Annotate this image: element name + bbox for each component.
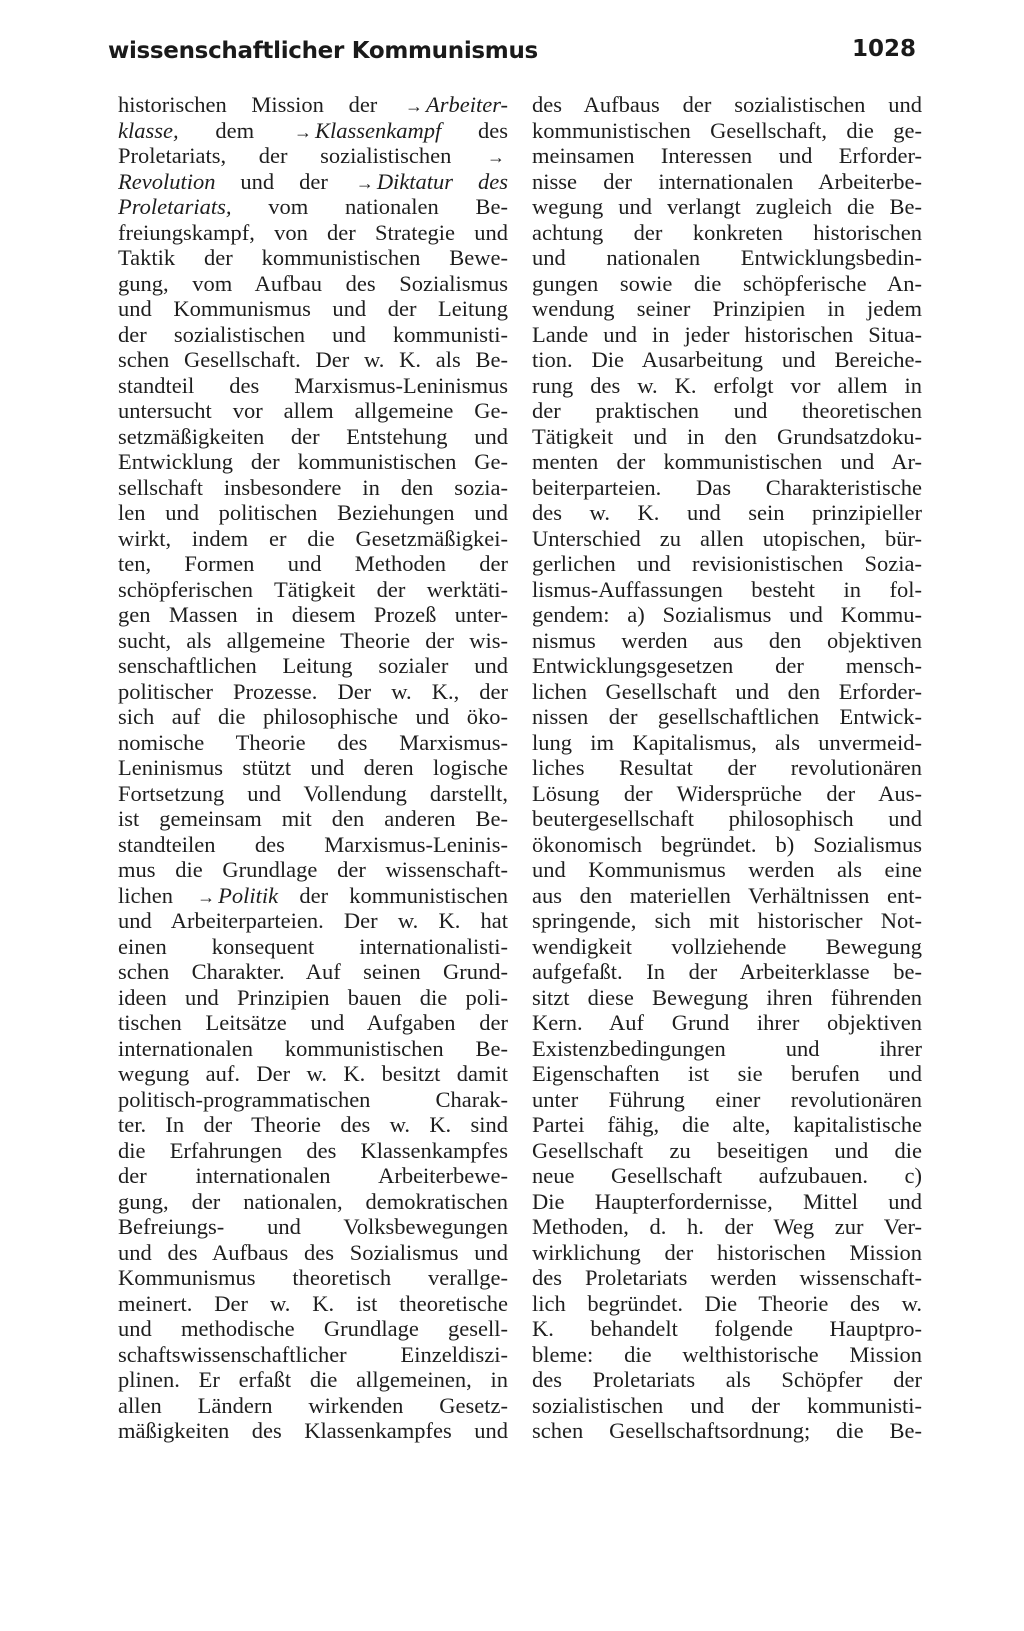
text-line xyxy=(532,1010,922,1036)
text-line xyxy=(118,704,508,730)
text-line xyxy=(532,985,922,1011)
text-segment: lichen Gesellschaft und den Erforder- xyxy=(532,678,922,704)
text-segment: sucht, als allgemeine Theorie der wis- xyxy=(118,627,508,653)
text-line xyxy=(118,781,508,807)
text-segment: K. behandelt folgende Hauptpro- xyxy=(532,1316,922,1341)
text-line xyxy=(532,1138,922,1164)
text-line xyxy=(118,271,508,297)
text-segment: tion. Die Ausarbeitung und Bereiche- xyxy=(532,347,922,372)
text-line xyxy=(118,398,508,424)
text-line xyxy=(118,220,508,246)
text-line xyxy=(118,730,508,756)
text-segment: Die Haupterfordernisse, Mittel und xyxy=(532,1188,922,1214)
text-segment: liches Resultat der revolutionären xyxy=(532,755,922,780)
text-line xyxy=(532,475,922,501)
text-segment: Tätigkeit und in den Grundsatzdoku- xyxy=(532,423,922,449)
text-line xyxy=(532,271,922,297)
text-segment: schen Gesellschaft. Der w. K. als Be- xyxy=(118,347,508,372)
text-line xyxy=(118,449,508,475)
text-segment: Fortsetzung und Vollendung darstellt, xyxy=(118,780,508,806)
text-segment: beiterparteien. Das Charakteristische xyxy=(532,474,922,500)
text-line xyxy=(118,1240,508,1266)
text-segment: gung, der nationalen, demokratischen xyxy=(118,1188,508,1214)
text-line xyxy=(532,1061,922,1087)
text-line xyxy=(118,679,508,705)
text-segment: achtung der konkreten historischen xyxy=(532,219,922,245)
text-segment: meinert. Der w. K. ist theoretische xyxy=(118,1290,508,1316)
text-line xyxy=(532,347,922,373)
text-segment: der praktischen und theoretischen xyxy=(532,398,922,423)
text-segment: aufgefaßt. In der Arbeiterklasse be- xyxy=(532,959,922,984)
text-line xyxy=(118,1112,508,1138)
text-line xyxy=(118,1163,508,1189)
text-segment: Unterschied zu allen utopischen, bür- xyxy=(532,525,922,551)
text-line xyxy=(532,296,922,322)
text-line xyxy=(118,577,508,603)
text-segment: wegung auf. Der w. K. besitzt damit xyxy=(118,1061,508,1086)
cross-reference-term: Politik xyxy=(218,882,279,908)
text-line xyxy=(532,1189,922,1215)
text-line xyxy=(532,169,922,195)
text-line xyxy=(532,628,922,654)
text-line xyxy=(118,373,508,399)
text-line xyxy=(118,883,508,909)
text-line xyxy=(118,500,508,526)
text-segment: standteilen des Marxismus-Leninis- xyxy=(118,831,508,857)
text-line xyxy=(118,1418,508,1444)
text-segment: Methoden, d. h. der Weg zur Ver- xyxy=(532,1214,922,1239)
text-segment: der kommunistischen xyxy=(278,882,508,908)
text-line xyxy=(532,679,922,705)
text-segment: und nationalen Entwicklungsbedin- xyxy=(532,245,922,270)
text-line xyxy=(532,832,922,858)
text-segment: gendem: a) Sozialismus und Kommu- xyxy=(532,602,922,627)
text-segment: standteil des Marxismus-Leninismus xyxy=(118,372,508,398)
text-line xyxy=(118,143,508,169)
text-line xyxy=(532,1214,922,1240)
text-line xyxy=(532,398,922,424)
text-line xyxy=(532,424,922,450)
text-segment: freiungskampf, von der Strategie und xyxy=(118,219,508,245)
text-line xyxy=(532,1036,922,1062)
text-segment: und des Aufbaus des Sozialismus und xyxy=(118,1239,508,1265)
text-line xyxy=(532,653,922,679)
text-line xyxy=(532,934,922,960)
text-segment: gungen sowie die schöpferische An- xyxy=(532,270,922,296)
text-segment: nomische Theorie des Marxismus- xyxy=(118,729,508,755)
text-line xyxy=(118,653,508,679)
text-segment: nissen der gesellschaftlichen Entwick- xyxy=(532,704,922,729)
text-segment: meinsamen Interessen und Erforder- xyxy=(532,143,922,168)
text-segment: setzmäßigkeiten der Entstehung und xyxy=(118,423,508,449)
text-line xyxy=(118,1291,508,1317)
text-line xyxy=(532,704,922,730)
text-line xyxy=(532,551,922,577)
cross-reference-arrow-icon: → xyxy=(404,96,423,116)
text-line xyxy=(118,1087,508,1113)
cross-reference-term: Revolution xyxy=(118,168,216,194)
text-segment: wirkt, indem er die Gesetzmäßigkei- xyxy=(118,525,508,551)
text-line xyxy=(532,500,922,526)
cross-reference-term: Diktatur des xyxy=(376,168,508,194)
text-segment: Partei fähig, die alte, kapitalistische xyxy=(532,1112,922,1137)
text-line xyxy=(532,1393,922,1419)
text-line xyxy=(118,118,508,144)
text-segment: allen Ländern wirkenden Gesetz- xyxy=(118,1392,508,1418)
text-segment: die Erfahrungen des Klassenkampfes xyxy=(118,1137,508,1163)
text-line xyxy=(118,832,508,858)
text-line xyxy=(532,194,922,220)
text-segment: sozialistischen und der kommunisti- xyxy=(532,1392,922,1418)
page-number: 1028 xyxy=(851,36,916,62)
text-line xyxy=(118,1036,508,1062)
text-segment: sellschaft insbesondere in den sozia- xyxy=(118,474,508,500)
text-line xyxy=(118,424,508,450)
text-line xyxy=(118,1316,508,1342)
text-column-right xyxy=(532,92,922,1444)
text-segment: und Kommunismus werden als eine xyxy=(532,857,922,882)
text-line xyxy=(532,1087,922,1113)
text-line xyxy=(118,857,508,883)
text-segment: und der xyxy=(215,168,353,194)
text-segment: ter. In der Theorie des w. K. sind xyxy=(118,1112,508,1137)
text-segment: len und politischen Beziehungen und xyxy=(118,500,508,525)
text-line xyxy=(532,1163,922,1189)
text-line xyxy=(532,908,922,934)
text-segment: wirklichung der historischen Mission xyxy=(532,1239,922,1265)
text-segment: ten, Formen und Methoden der xyxy=(118,551,508,576)
text-segment: politisch-programmatischen Charak- xyxy=(118,1086,508,1112)
text-segment: schaftswissenschaftlicher Einzeldiszi- xyxy=(118,1341,508,1367)
text-segment: wegung und verlangt zugleich die Be- xyxy=(532,194,922,219)
text-segment: schen Gesellschaftsordnung; die Be- xyxy=(532,1418,922,1443)
text-segment: Eigenschaften ist sie berufen und xyxy=(532,1061,922,1086)
text-segment: einen konsequent internationalisti- xyxy=(118,933,508,959)
text-segment: rung des w. K. erfolgt vor allem in xyxy=(532,372,922,398)
text-line xyxy=(532,602,922,628)
cross-reference-term: klasse, xyxy=(118,117,179,143)
text-segment: menten der kommunistischen und Ar- xyxy=(532,449,922,474)
text-segment: neue Gesellschaft aufzubauen. c) xyxy=(532,1163,922,1188)
text-segment: Taktik der kommunistischen Bewe- xyxy=(118,245,508,270)
text-segment: Leninismus stützt und deren logische xyxy=(118,755,508,780)
text-segment: der internationalen Arbeiterbewe- xyxy=(118,1163,508,1188)
text-segment: lichen xyxy=(118,882,195,908)
text-segment: Kommunismus theoretisch verallge- xyxy=(118,1265,508,1290)
text-line xyxy=(118,322,508,348)
text-line xyxy=(532,118,922,144)
text-segment: Existenzbedingungen und ihrer xyxy=(532,1035,922,1061)
text-segment: tischen Leitsätze und Aufgaben der xyxy=(118,1010,508,1035)
text-line xyxy=(118,1061,508,1087)
text-line xyxy=(118,92,508,118)
text-segment: Entwicklungsgesetzen der mensch- xyxy=(532,653,922,678)
text-segment: Proletariats, der sozialistischen xyxy=(118,143,484,168)
text-segment: ideen und Prinzipien bauen die poli- xyxy=(118,984,508,1010)
text-segment: schöpferischen Tätigkeit der werktäti- xyxy=(118,576,508,602)
text-segment: des w. K. und sein prinzipieller xyxy=(532,500,922,525)
text-segment: Befreiungs- und Volksbewegungen xyxy=(118,1214,508,1239)
text-line xyxy=(118,1138,508,1164)
text-segment: gung, vom Aufbau des Sozialismus xyxy=(118,270,508,296)
text-segment: internationalen kommunistischen Be- xyxy=(118,1035,508,1061)
cross-reference-arrow-icon: → xyxy=(355,172,374,193)
text-line xyxy=(532,1112,922,1138)
text-segment: aus den materiellen Verhältnissen ent- xyxy=(532,882,922,908)
text-segment: Kern. Auf Grund ihrer objektiven xyxy=(532,1010,922,1035)
cross-reference-term: Arbeiter- xyxy=(425,92,508,117)
text-segment: wendung seiner Prinzipien in jedem xyxy=(532,296,922,321)
text-segment: und Arbeiterparteien. Der w. K. hat xyxy=(118,908,508,933)
text-line xyxy=(118,934,508,960)
text-segment: unter Führung einer revolutionären xyxy=(532,1086,922,1112)
text-line xyxy=(532,730,922,756)
text-segment: lich begründet. Die Theorie des w. xyxy=(532,1290,922,1316)
text-segment: politischer Prozesse. Der w. K., der xyxy=(118,678,508,704)
text-line xyxy=(118,806,508,832)
text-segment: dem xyxy=(178,117,291,143)
text-line xyxy=(532,577,922,603)
text-line xyxy=(118,908,508,934)
text-segment: historischen Mission der xyxy=(118,92,402,117)
cross-reference-term: Klassenkampf xyxy=(314,117,442,143)
text-line xyxy=(532,1316,922,1342)
text-segment: springende, sich mit historischer Not- xyxy=(532,908,922,933)
text-line xyxy=(532,857,922,883)
text-segment: gen Massen in diesem Prozeß unter- xyxy=(118,602,508,627)
text-line xyxy=(118,1367,508,1393)
text-segment: Gesellschaft zu beseitigen und die xyxy=(532,1137,922,1163)
text-line xyxy=(532,1240,922,1266)
text-line xyxy=(118,169,508,195)
text-segment: lismus-Auffassungen besteht in fol- xyxy=(532,576,922,602)
text-line xyxy=(118,1214,508,1240)
text-segment: des Aufbaus der sozialistischen und xyxy=(532,92,922,117)
text-column-left xyxy=(118,92,508,1444)
running-head: wissenschaftlicher Kommunismus xyxy=(108,38,538,64)
cross-reference-term: Proletariats, xyxy=(118,194,232,219)
text-line xyxy=(532,92,922,118)
text-line xyxy=(118,1189,508,1215)
text-line xyxy=(118,602,508,628)
text-segment: lung im Kapitalismus, als unvermeid- xyxy=(532,729,922,755)
text-line xyxy=(532,883,922,909)
text-segment: kommunistischen Gesellschaft, die ge- xyxy=(532,117,922,143)
text-line xyxy=(118,985,508,1011)
text-line xyxy=(532,1342,922,1368)
text-line xyxy=(118,1010,508,1036)
text-line xyxy=(532,1291,922,1317)
text-segment: sich auf die philosophische und öko- xyxy=(118,704,508,729)
text-segment: nisse der internationalen Arbeiterbe- xyxy=(532,168,922,194)
text-line xyxy=(118,475,508,501)
text-segment: mäßigkeiten des Klassenkampfes und xyxy=(118,1418,508,1443)
text-line xyxy=(532,143,922,169)
text-line xyxy=(532,1265,922,1291)
text-line xyxy=(118,551,508,577)
text-segment: ist gemeinsam mit den anderen Be- xyxy=(118,806,508,831)
text-segment: senschaftlichen Leitung sozialer und xyxy=(118,653,508,678)
text-line xyxy=(118,755,508,781)
text-line xyxy=(532,1367,922,1393)
cross-reference-arrow-icon: → xyxy=(197,886,216,907)
text-line xyxy=(118,526,508,552)
text-segment: plinen. Er erfaßt die allgemeinen, in xyxy=(118,1367,508,1392)
text-segment: schen Charakter. Auf seinen Grund- xyxy=(118,959,508,984)
text-line xyxy=(118,245,508,271)
text-segment: des xyxy=(441,117,508,143)
text-segment: Lande und in jeder historischen Situa- xyxy=(532,321,922,347)
text-segment: und Kommunismus und der Leitung xyxy=(118,296,508,321)
text-segment: mus die Grundlage der wissenschaft- xyxy=(118,857,508,882)
text-line xyxy=(532,806,922,832)
text-line xyxy=(118,1393,508,1419)
text-line xyxy=(532,959,922,985)
text-segment: sitzt diese Bewegung ihren führenden xyxy=(532,984,922,1010)
text-line xyxy=(118,194,508,220)
text-segment: untersucht vor allem allgemeine Ge- xyxy=(118,398,508,423)
text-segment: der sozialistischen und kommunisti- xyxy=(118,321,508,347)
cross-reference-arrow-icon: → xyxy=(293,121,312,142)
text-line xyxy=(532,220,922,246)
text-line xyxy=(532,449,922,475)
text-line xyxy=(118,347,508,373)
text-segment: ökonomisch begründet. b) Sozialismus xyxy=(532,831,922,857)
text-line xyxy=(532,373,922,399)
text-line xyxy=(532,526,922,552)
text-line xyxy=(532,781,922,807)
text-line xyxy=(532,755,922,781)
text-line xyxy=(118,628,508,654)
text-segment: wendigkeit vollziehende Bewegung xyxy=(532,933,922,959)
text-line xyxy=(118,1265,508,1291)
text-segment: bleme: die welthistorische Mission xyxy=(532,1341,922,1367)
text-segment: beutergesellschaft philosophisch und xyxy=(532,806,922,831)
text-line xyxy=(118,1342,508,1368)
text-line xyxy=(118,296,508,322)
text-segment: Lösung der Widersprüche der Aus- xyxy=(532,780,922,806)
text-segment: und methodische Grundlage gesell- xyxy=(118,1316,508,1341)
cross-reference-arrow-icon: → xyxy=(487,147,505,167)
text-segment: des Proletariats als Schöpfer der xyxy=(532,1367,922,1392)
text-line xyxy=(118,959,508,985)
text-segment: gerlichen und revisionistischen Sozia- xyxy=(532,551,922,576)
text-segment: Entwicklung der kommunistischen Ge- xyxy=(118,449,508,474)
text-segment: vom nationalen Be- xyxy=(231,194,508,219)
text-segment: nismus werden aus den objektiven xyxy=(532,627,922,653)
text-line xyxy=(532,322,922,348)
text-line xyxy=(532,245,922,271)
text-line xyxy=(532,1418,922,1444)
text-segment: des Proletariats werden wissenschaft- xyxy=(532,1265,922,1290)
